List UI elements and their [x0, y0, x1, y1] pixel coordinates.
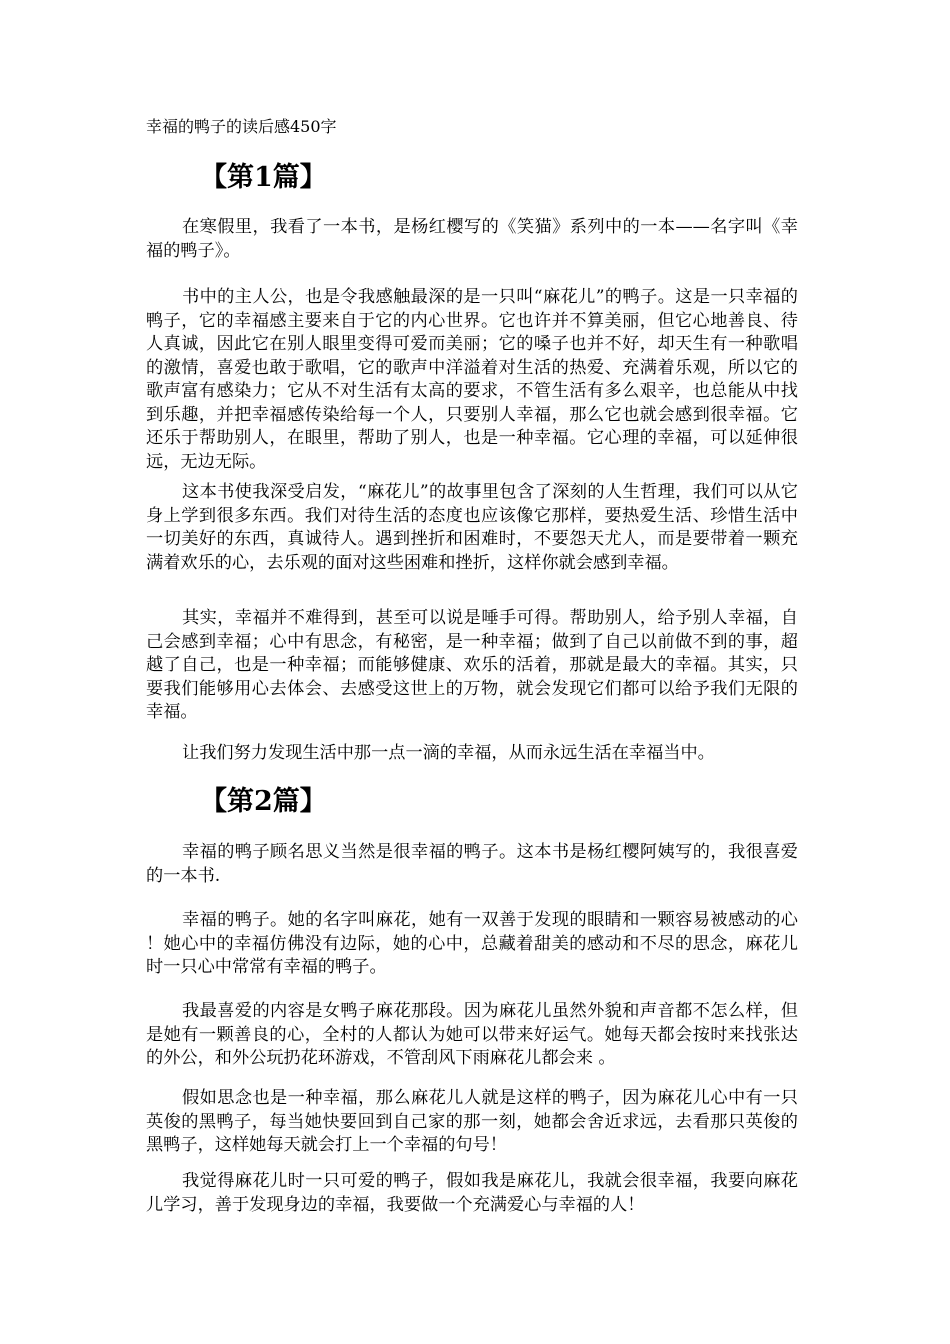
paragraph: 让我们努力发现生活中那一点一滴的幸福，从而永远生活在幸福当中。 — [182, 743, 715, 763]
paragraph: 这本书使我深受启发，“麻花儿”的故事里包含了深刻的人生哲理，我们可以从它身上学到很多东西。我们对待生活的态度也应该像它那样，要热爱生活、珍惜生活中一切美好的东西，真诚待人。遇到挫折和困难时，不要怨天尤人，而是要带着一颗充满着欢乐的心，去乐观的面对这些困难和挫折，这样你就会感到幸福。 — [146, 482, 798, 573]
section-heading-1: 【第1篇】 — [200, 162, 327, 193]
section-heading-2: 【第2篇】 — [200, 786, 327, 817]
paragraph: 我最喜爱的内容是女鸭子麻花那段。因为麻花儿虽然外貌和声音都不怎么样，但是她有一颗善良的心，全村的人都认为她可以带来好运气。她每天都会按时来找张达的外公，和外公玩扔花环游戏，不管刮风下雨麻花儿都会来 。 — [146, 1001, 798, 1068]
paragraph: 幸福的鸭子。她的名字叫麻花，她有一双善于发现的眼睛和一颗容易被感动的心！她心中的幸福仿佛没有边际，她的心中，总藏着甜美的感动和不尽的思念，麻花儿时一只心中常常有幸福的鸭子。 — [146, 910, 798, 977]
document-title: 幸福的鸭子的读后感450字 — [146, 117, 337, 136]
paragraph: 假如思念也是一种幸福，那么麻花儿人就是这样的鸭子，因为麻花儿心中有一只英俊的黑鸭子，每当她快要回到自己家的那一刻，她都会舍近求远，去看那只英俊的黑鸭子，这样她每天就会打上一个幸福的句号！ — [146, 1088, 798, 1155]
paragraph: 幸福的鸭子顾名思义当然是很幸福的鸭子。这本书是杨红樱阿姨写的，我很喜爱的一本书. — [146, 842, 798, 886]
paragraph: 书中的主人公，也是令我感触最深的是一只叫“麻花儿”的鸭子。这是一只幸福的鸭子，它的幸福感主要来自于它的内心世界。它也许并不算美丽，但它心地善良、待人真诚，因此它在别人眼里变得可爱而美丽；它的嗓子也并不好，却天生有一种歌唱的激情，喜爱也敢于歌唱，它的歌声中洋溢着对生活的热爱、充满着乐观，所以它的歌声富有感染力；它从不对生活有太高的要求，不管生活有多么艰辛，也总能从中找到乐趣，并把幸福感传染给每一个人，只要别人幸福，那么它也就会感到很幸福。它还乐于帮助别人，在眼里，帮助了别人，也是一种幸福。它心理的幸福，可以延伸很远，无边无际。 — [146, 287, 798, 472]
paragraph: 在寒假里，我看了一本书，是杨红樱写的《笑猫》系列中的一本——名字叫《幸福的鸭子》。 — [146, 217, 798, 261]
paragraph: 我觉得麻花儿时一只可爱的鸭子，假如我是麻花儿，我就会很幸福，我要向麻花儿学习，善于发现身边的幸福，我要做一个充满爱心与幸福的人！ — [146, 1171, 798, 1215]
paragraph: 其实，幸福并不难得到，甚至可以说是唾手可得。帮助别人，给予别人幸福，自己会感到幸福；心中有思念，有秘密，是一种幸福；做到了自己以前做不到的事，超越了自己，也是一种幸福；而能够健康、欢乐的活着，那就是最大的幸福。其实，只要我们能够用心去体会、去感受这世上的万物，就会发现它们都可以给予我们无限的幸福。 — [146, 608, 798, 722]
